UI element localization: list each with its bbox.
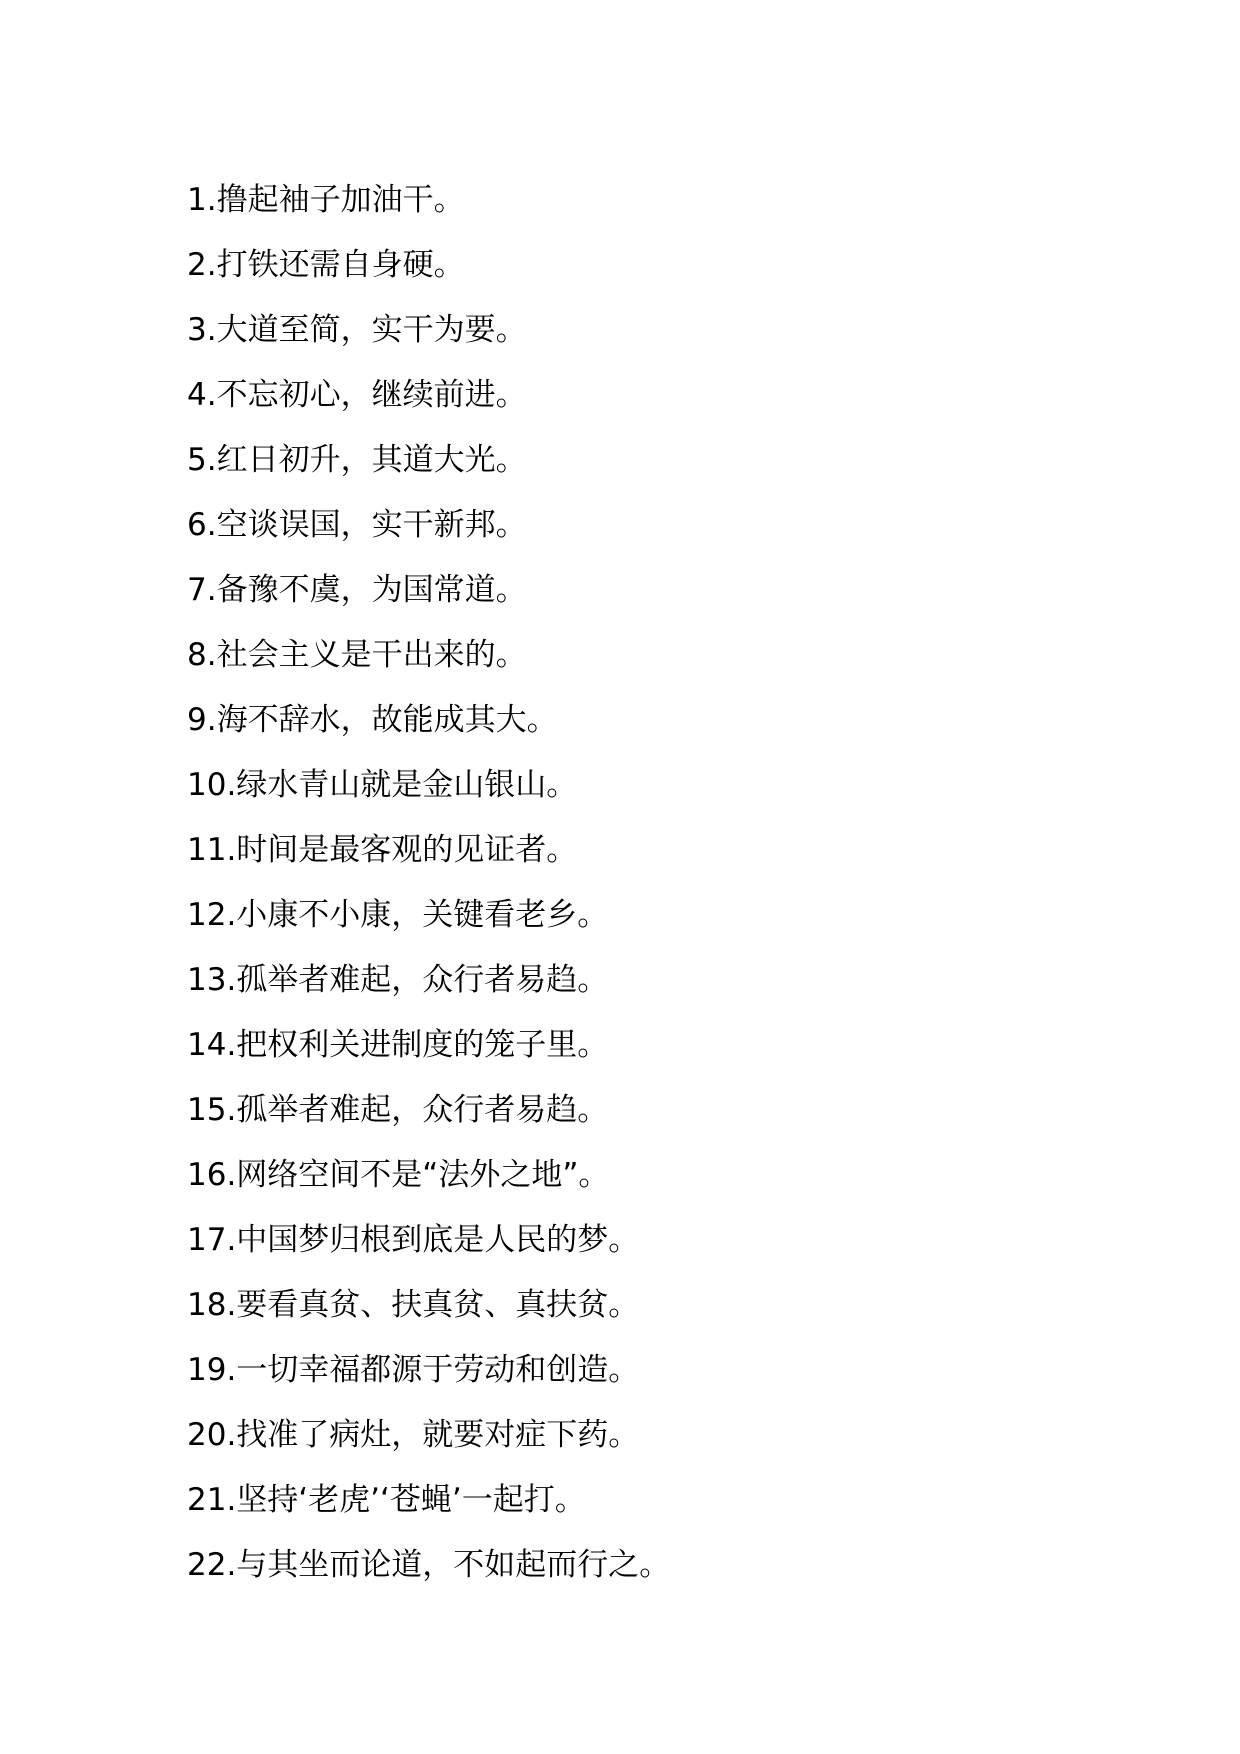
quote-line-16: 16.网络空间不是“法外之地”。 <box>187 1157 610 1193</box>
quote-line-1: 1.撸起袖子加油干。 <box>187 182 465 218</box>
quote-line-15: 15.孤举者难起，众行者易趋。 <box>187 1092 609 1128</box>
quote-line-12: 12.小康不小康，关键看老乡。 <box>187 897 609 933</box>
quote-line-18: 18.要看真贫、扶真贫、真扶贫。 <box>187 1287 640 1323</box>
quote-line-10: 10.绿水青山就是金山银山。 <box>187 767 578 803</box>
quote-list <box>187 168 670 1598</box>
quote-line-21: 21.坚持‘老虎’‘苍蝇’一起打。 <box>187 1482 586 1518</box>
quote-line-14: 14.把权利关进制度的笼子里。 <box>187 1027 609 1063</box>
quote-line-2: 2.打铁还需自身硬。 <box>187 247 465 283</box>
quote-line-19: 19.一切幸福都源于劳动和创造。 <box>187 1352 640 1388</box>
quote-line-4: 4.不忘初心，继续前进。 <box>187 377 527 413</box>
quote-line-9: 9.海不辞水，故能成其大。 <box>187 702 558 738</box>
quote-line-8: 8.社会主义是干出来的。 <box>187 637 527 673</box>
quote-line-5: 5.红日初升，其道大光。 <box>187 442 527 478</box>
quote-line-22: 22.与其坐而论道，不如起而行之。 <box>187 1547 671 1583</box>
quote-line-20: 20.找准了病灶，就要对症下药。 <box>187 1417 640 1453</box>
quote-line-7: 7.备豫不虞，为国常道。 <box>187 572 527 608</box>
quote-line-13: 13.孤举者难起，众行者易趋。 <box>187 962 609 998</box>
quote-line-6: 6.空谈误国，实干新邦。 <box>187 507 527 543</box>
quote-line-3: 3.大道至简，实干为要。 <box>187 312 527 348</box>
quote-line-17: 17.中国梦归根到底是人民的梦。 <box>187 1222 640 1258</box>
quote-line-11: 11.时间是最客观的见证者。 <box>187 832 578 868</box>
